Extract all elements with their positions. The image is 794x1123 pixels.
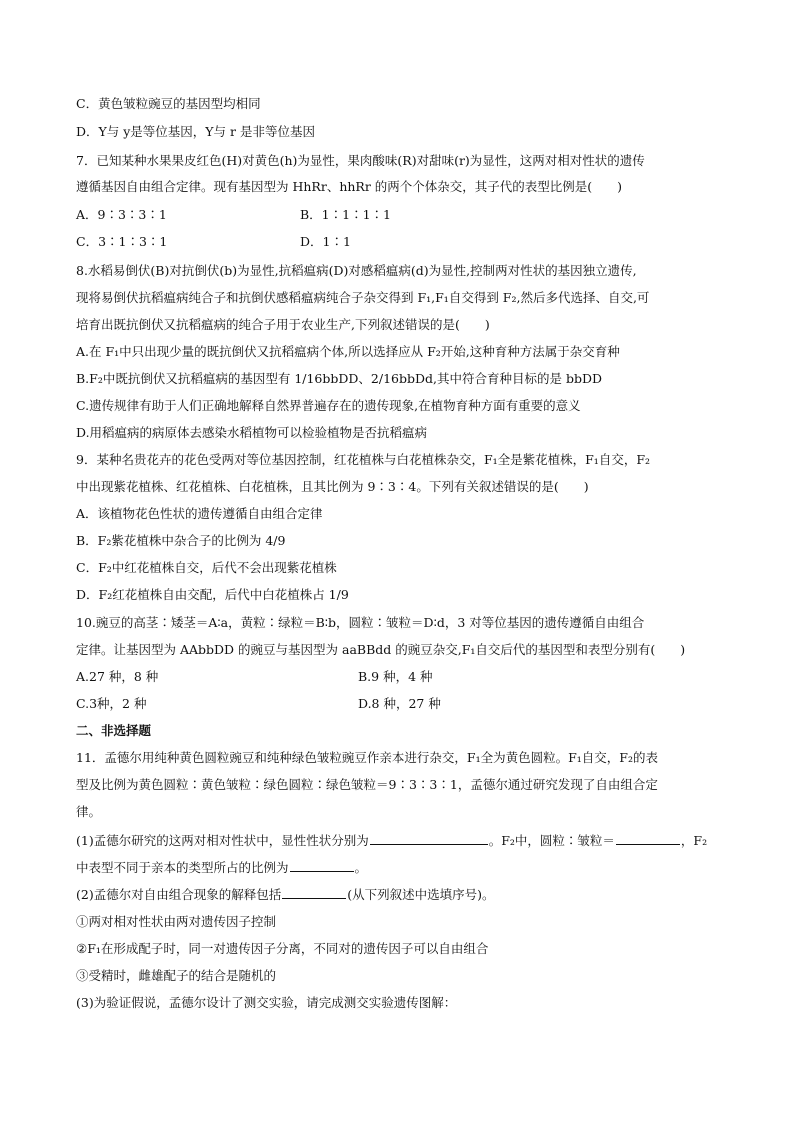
q11-part3-line: (3)为验证假说，孟德尔设计了测交实验，请完成测交实验遗传图解： (76, 995, 457, 1010)
q7-stem-line2: 遵循基因自由组合定律。现有基因型为 HhRr、hhRr 的两个个体杂交，其子代的表型比例是( ) (76, 179, 623, 194)
answer-blank-explanation-numbers[interactable] (282, 886, 346, 899)
q11-part2-text-b: (从下列叙述中选填序号)。 (347, 887, 495, 902)
q11-stem-line1: 11．孟德尔用纯种黄色圆粒豌豆和纯种绿色皱粒豌豆作亲本进行杂交，F₁全为黄色圆粒。F₁自交，F₂的表 (76, 750, 658, 765)
q11-part2-line (76, 886, 494, 903)
q7-option-d: D．1∶1 (300, 234, 351, 249)
q11-part1-line1 (76, 832, 707, 849)
q9-option-c: C．F₂中红花植株自交，后代不会出现紫花植株 (76, 560, 337, 575)
q6-option-c: C．黄色皱粒豌豆的基因型均相同 (76, 96, 261, 111)
q9-option-d: D．F₂红花植株自由交配，后代中白花植株占 1/9 (76, 587, 349, 602)
q11-stem-line2: 型及比例为黄色圆粒∶黄色皱粒∶绿色圆粒∶绿色皱粒＝9∶3∶3∶1，孟德尔通过研究发现了自由组合定 (76, 777, 658, 792)
q11-part1-text-c: ，F₂ (680, 833, 708, 848)
q11-stem-line3: 律。 (76, 804, 102, 819)
q7-option-b: B．1∶1∶1∶1 (300, 207, 391, 222)
q8-option-c: C.遗传规律有助于人们正确地解释自然界普遍存在的遗传现象,在植物育种方面有重要的意义 (76, 398, 581, 413)
q11-part1-text-b: 。F₂中，圆粒∶皱粒＝ (488, 833, 615, 848)
q10-option-c: C.3种，2 种 (76, 696, 147, 711)
q9-option-b: B．F₂紫花植株中杂合子的比例为 4/9 (76, 533, 286, 548)
q8-stem-line1: 8.水稻易倒伏(B)对抗倒伏(b)为显性,抗稻瘟病(D)对感稻瘟病(d)为显性,控制两对性状的基因独立遗传, (76, 263, 637, 278)
q10-option-d: D.8 种，27 种 (358, 696, 441, 711)
q7-stem-line1: 7．已知某种水果果皮红色(H)对黄色(h)为显性，果肉酸味(R)对甜味(r)为显性，这两对相对性状的遗传 (76, 153, 645, 168)
q8-option-b: B.F₂中既抗倒伏又抗稻瘟病的基因型有 1/16bbDD、2/16bbDd,其中符合育种目标的是 bbDD (76, 371, 603, 386)
q9-stem-line2: 中出现紫花植株、红花植株、白花植株，且其比例为 9∶3∶4。下列有关叙述错误的是( ) (76, 479, 589, 494)
q11-statement-1: ①两对相对性状由两对遗传因子控制 (76, 914, 277, 929)
q11-statement-3: ③受精时，雌雄配子的结合是随机的 (76, 968, 277, 983)
answer-blank-round-wrinkled-ratio[interactable] (616, 832, 680, 845)
section-heading-non-choice: 二、非选择题 (76, 723, 152, 738)
answer-blank-dominant-traits[interactable] (370, 832, 488, 845)
q7-option-c: C．3∶1∶3∶1 (76, 234, 168, 249)
q9-stem-line1: 9．某种名贵花卉的花色受两对等位基因控制，红花植株与白花植株杂交，F₁全是紫花植株，F₁自交，F₂ (76, 452, 651, 467)
q8-stem-line3: 培育出既抗倒伏又抗稻瘟病的纯合子用于农业生产,下列叙述错误的是( ) (76, 317, 490, 332)
q10-option-a: A.27 种，8 种 (76, 669, 159, 684)
q10-stem-line2: 定律。让基因型为 AAbbDD 的豌豆与基因型为 aaBBdd 的豌豆杂交,F₁自交后代的基因型和表型分别有( ) (76, 642, 686, 657)
q11-part2-text-a: (2)孟德尔对自由组合现象的解释包括 (76, 887, 282, 902)
q8-option-d: D.用稻瘟病的病原体去感染水稻植物可以检验植物是否抗稻瘟病 (76, 425, 428, 440)
q11-part1-text-e: 。 (354, 860, 368, 875)
q11-part1-line2 (76, 859, 367, 876)
q10-option-b: B.9 种，4 种 (358, 669, 433, 684)
q7-option-a: A．9∶3∶3∶1 (76, 207, 167, 222)
q11-part1-text-a: (1)孟德尔研究的这两对相对性状中，显性性状分别为 (76, 833, 369, 848)
q11-part1-text-d: 中表型不同于亲本的类型所占的比例为 (76, 860, 289, 875)
q11-statement-2: ②F₁在形成配子时，同一对遗传因子分离，不同对的遗传因子可以自由组合 (76, 941, 489, 956)
q6-option-d: D．Y与 y是等位基因，Y与 r 是非等位基因 (76, 124, 315, 139)
q8-option-a: A.在 F₁中只出现少量的既抗倒伏又抗稻瘟病个体,所以选择应从 F₂开始,这种育种方法属于杂交育种 (76, 344, 620, 359)
q8-stem-line2: 现将易倒伏抗稻瘟病纯合子和抗倒伏感稻瘟病纯合子杂交得到 F₁,F₁自交得到 F₂,然后多代选择、自交,可 (76, 290, 650, 305)
q10-stem-line1: 10.豌豆的高茎∶矮茎＝A∶a，黄粒∶绿粒＝B∶b，圆粒∶皱粒＝D∶d，3 对等位基因的遗传遵循自由组合 (76, 615, 645, 630)
answer-blank-nonparental-ratio[interactable] (290, 859, 354, 872)
q9-option-a: A．该植物花色性状的遗传遵循自由组合定律 (76, 506, 323, 521)
